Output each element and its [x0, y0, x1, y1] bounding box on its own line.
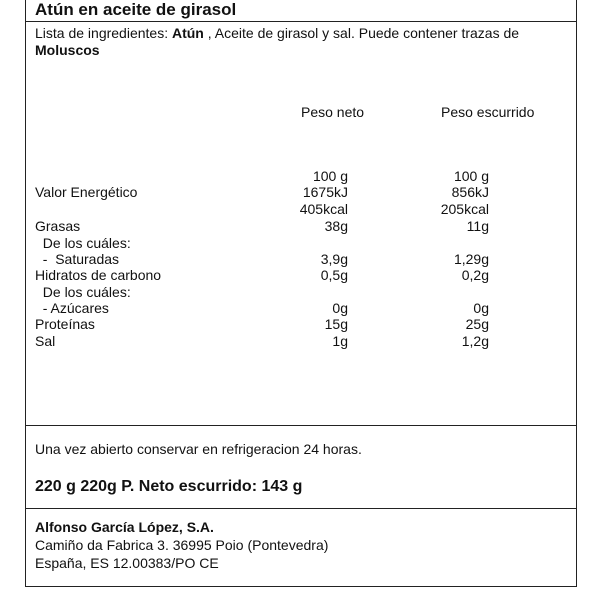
- row-label: Valor Energético: [35, 184, 138, 200]
- row-net: 1675kJ: [302, 184, 348, 200]
- producer-address: Camiño da Fabrica 3. 36995 Poio (Pontevedra): [35, 537, 329, 553]
- per-net: 100 g: [312, 168, 348, 184]
- ingredients-line: [35, 25, 519, 41]
- row-net: 405kcal: [299, 201, 348, 217]
- row-net: 15g: [324, 316, 348, 332]
- label-frame: [25, 0, 577, 587]
- weights-info: 220 g 220g P. Neto escurrido: 143 g: [35, 478, 303, 495]
- row-drained: 1,2g: [461, 333, 489, 349]
- row-drained: 856kJ: [451, 184, 489, 200]
- row-drained: 0g: [473, 300, 489, 316]
- ingredients-prefix: Lista de ingredientes:: [35, 25, 172, 41]
- divider-nutrition: [26, 425, 576, 426]
- row-label: De los cuáles:: [35, 284, 131, 300]
- row-label: Grasas: [35, 218, 81, 234]
- row-net: 0,5g: [320, 267, 348, 283]
- product-title: Atún en aceite de girasol: [35, 0, 237, 19]
- row-net: 38g: [324, 218, 348, 234]
- row-drained: 0,2g: [461, 267, 489, 283]
- row-drained: 205kcal: [440, 201, 489, 217]
- row-net: 0g: [332, 300, 348, 316]
- per-drained: 100 g: [453, 168, 489, 184]
- row-label: Sal: [35, 333, 56, 349]
- header-drained-weight: Peso escurrido: [441, 104, 535, 120]
- row-label: De los cuáles:: [35, 235, 131, 251]
- row-drained: 11g: [466, 218, 489, 234]
- header-net-weight: Peso neto: [301, 104, 365, 120]
- row-label: Hidratos de carbono: [35, 267, 162, 283]
- ingredients-rest: , Aceite de girasol y sal. Puede contener trazas de: [203, 25, 520, 41]
- row-net: 1g: [332, 333, 348, 349]
- allergen-text: Moluscos: [35, 42, 100, 58]
- producer-country: España, ES 12.00383/PO CE: [35, 555, 219, 571]
- row-drained: 1,29g: [453, 251, 489, 267]
- storage-instructions: Una vez abierto conservar en refrigeracion 24 horas.: [35, 441, 362, 457]
- divider-producer: [26, 508, 576, 509]
- divider-title: [26, 21, 576, 22]
- row-net: 3,9g: [320, 251, 348, 267]
- row-label: - Saturadas: [35, 251, 120, 267]
- producer-name: Alfonso García López, S.A.: [35, 519, 214, 535]
- ingredient-highlight: Atún: [171, 25, 204, 41]
- row-label: Proteínas: [35, 316, 95, 332]
- row-label: - Azúcares: [35, 300, 109, 316]
- row-drained: 25g: [465, 316, 489, 332]
